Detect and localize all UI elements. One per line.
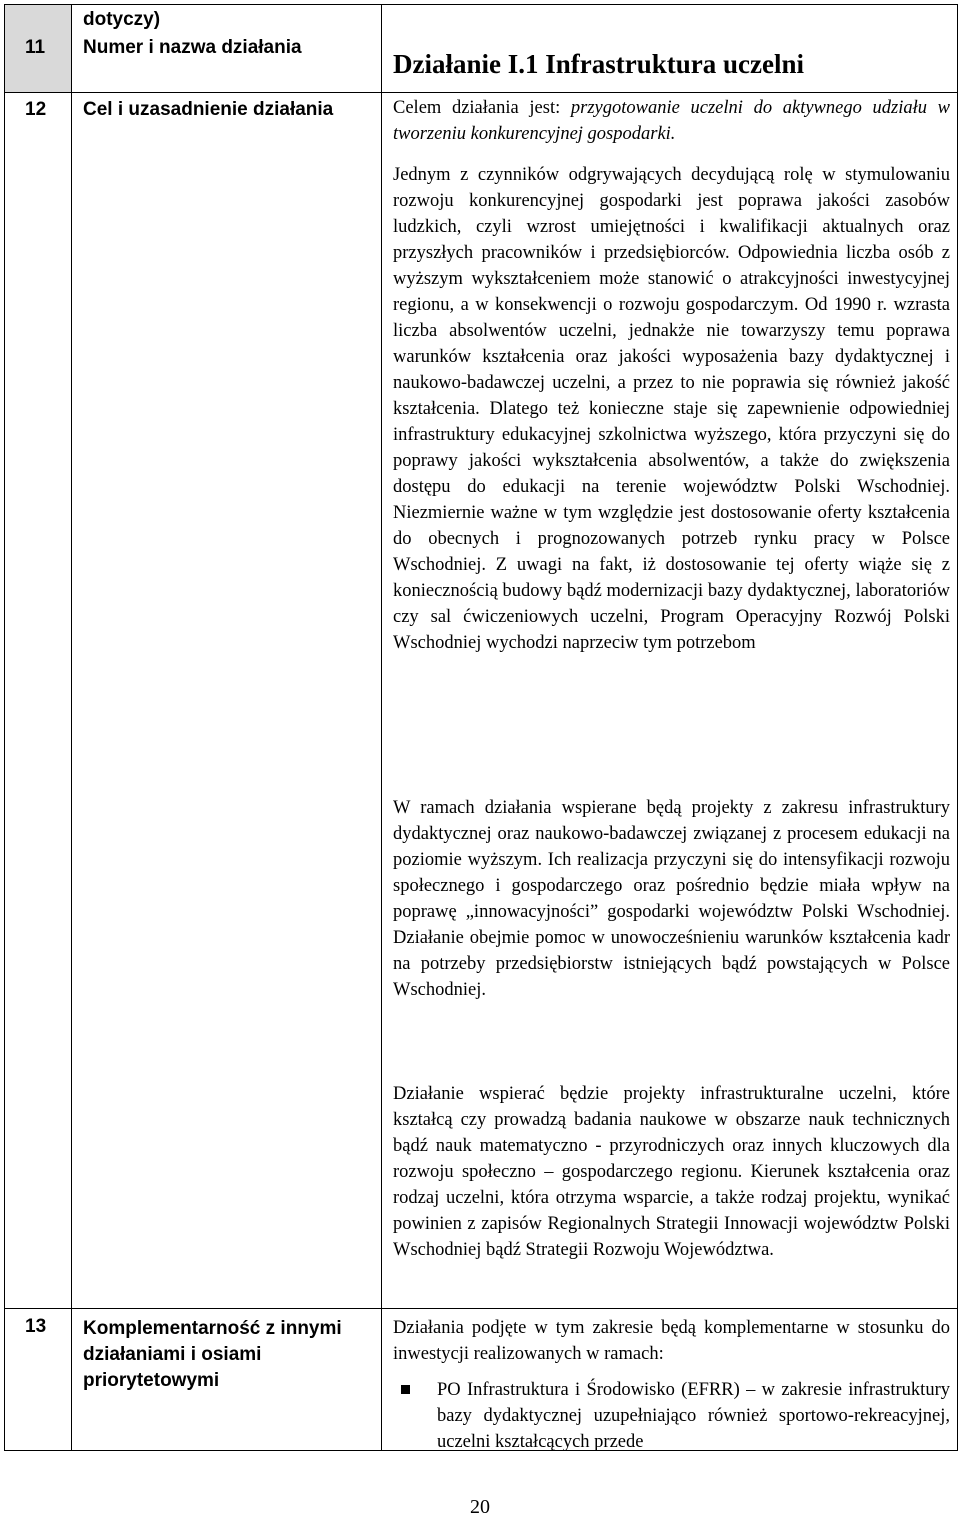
- bullet-item-infrastructure: PO Infrastruktura i Środowisko (EFRR) – w zakresie infrastruktury bazy dydaktycznej uzupełniająco również sportowo-rekreacyjnej, uczelni kształcących przede: [437, 1380, 950, 1452]
- bullet-square-icon: [401, 1385, 410, 1394]
- row-number-11: 11: [25, 37, 46, 58]
- label-line: działaniami i osiami: [83, 1344, 262, 1365]
- label-line: priorytetowymi: [83, 1370, 220, 1391]
- row-number-12: 12: [25, 99, 47, 120]
- intro-prefix: Celem działania jest:: [393, 98, 571, 118]
- row-label-complementarity: [83, 1316, 342, 1394]
- paragraph-complementarity: Działania podjęte w tym zakresie będą komplementarne w stosunku do inwestycji realizowanych w ramach:: [393, 1318, 950, 1364]
- page-number: 20: [470, 1496, 490, 1518]
- paragraph-justification: Jednym z czynników odgrywających decydującą rolę w stymulowaniu rozwoju konkurencyjnej gospodarki jest poprawa jakości zasobów ludzkich, czyli wzrost umiejętności i kwalifikacji aktualnych oraz przyszłych pracowników i przedsiębiorców. Odpowiednia liczba osób z wyższym wykształceniem może stanowić o atrakcyjności inwestycyjnej regionu, a w konsekwencji o rozwoju gospodarczym. Od 1990 r. wzrasta liczba absolwentów uczelni, jednakże nie towarzyszy temu poprawa warunków kształcenia oraz jakości wyposażenia bazy dydaktycznej i naukowo-badawczej uczelni, a przez to nie poprawia się również jakość kształcenia. Dlatego też konieczne staje się zapewnienie odpowiedniej infrastruktury edukacyjnej szkolnictwa wyższego, która przyczyni się do poprawy jakości wykształcenia absolwentów, a także do zwiększenia dostępu do edukacji na terenie województw Polski Wschodniej. Niezmiernie ważne w tym względzie jest dostosowanie oferty kształcenia do obecnych i prognozowanych potrzeb rynku pracy w Polsce Wschodniej. Z uwagi na fakt, iż dostosowanie tej oferty wiąże się z koniecznością budowy bądź modernizacji bazy dydaktycznej, laboratoriów czy sal ćwiczeniowych uczelni, Program Operacyjny Rozwój Polski Wschodniej wychodzi naprzeciw tym potrzebom: [393, 165, 950, 653]
- column-divider: [71, 5, 72, 1450]
- intro-goal-text: przygotowanie uczelni do aktywnego udziału w tworzeniu konkurencyjnej gospodarki.: [393, 98, 950, 144]
- row-number-13: 13: [25, 1316, 47, 1337]
- row-label-goal: Cel i uzasadnienie działania: [83, 99, 334, 120]
- row-label-action-name: Numer i nazwa działania: [83, 37, 302, 58]
- row-divider: [5, 1308, 957, 1309]
- row-divider: [5, 92, 957, 93]
- column-divider: [381, 5, 382, 1450]
- paragraph-scope: W ramach działania wspierane będą projekty z zakresu infrastruktury dydaktycznej oraz naukowo-badawczej związanej z procesem edukacji na poziomie wyższym. Ich realizacja przyczyni się do intensyfikacji rozwoju społecznego i gospodarczego oraz pośrednio będzie miała wpływ na poprawę „innowacyjności” gospodarki województw Polski Wschodniej. Działanie obejmie pomoc w unowocześnieniu warunków kształcenia kadr na potrzeby przedsiębiorstw istniejących bądź powstających w Polsce Wschodniej.: [393, 798, 950, 1000]
- action-title: Działanie I.1 Infrastruktura uczelni: [393, 49, 804, 79]
- row-label-continued: dotyczy): [83, 9, 161, 30]
- paragraph-support: Działanie wspierać będzie projekty infrastrukturalne uczelni, które kształcą czy prowadzą badania naukowe w obszarze nauk technicznych bądź nauk matematyczno - przyrodniczych oraz innych kluczowych dla rozwoju społeczno – gospodarczego regionu. Kierunek kształcenia oraz rodzaj uczelni, która otrzyma wsparcie, a także rodzaj projektu, wynikać powinien z zapisów Regionalnych Strategii Innowacji województw Polski Wschodniej bądź Strategii Rozwoju Województwa.: [393, 1084, 950, 1260]
- label-line: Komplementarność z innymi: [83, 1318, 342, 1339]
- document-table: [4, 4, 958, 1451]
- goal-intro: [393, 95, 950, 147]
